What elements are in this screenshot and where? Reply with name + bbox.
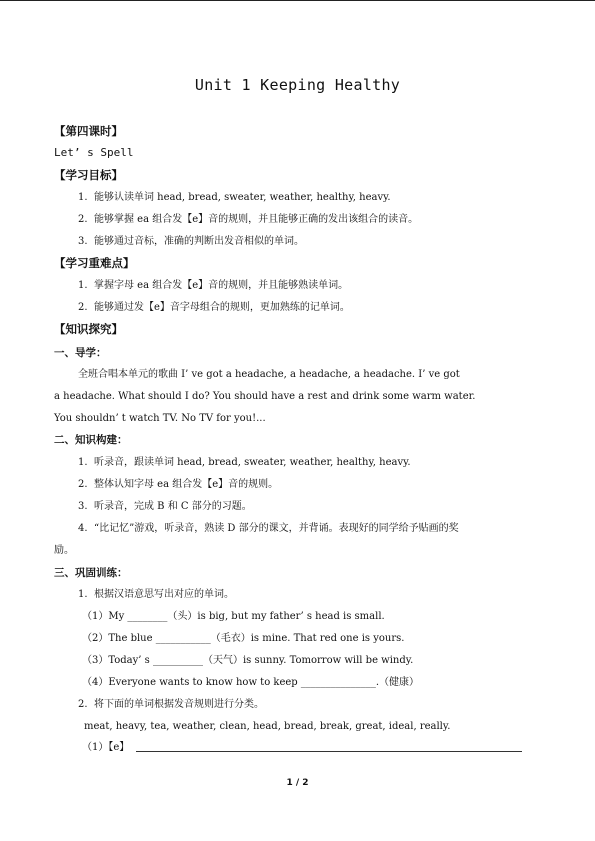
part1-line-2: a headache. What should I do? You should have a rest and drink some warm water.	[54, 391, 476, 402]
page-number: 1 / 2	[286, 778, 309, 788]
task1-question-1: （1）My ________（头）is big, but my father’ s head is small.	[82, 611, 385, 622]
part2-item-2: 2. 整体认知字母 ea 组合发【e】音的规则。	[78, 479, 279, 490]
part2-item-4-continuation: 励。	[54, 545, 74, 556]
part2-item-1: 1. 听录音，跟读单词 head, bread, sweater, weather, healthy, heavy.	[78, 457, 411, 468]
task1-question-2: （2）The blue ___________（毛衣）is mine. That red one is yours.	[82, 633, 405, 644]
top-border	[0, 0, 595, 1]
part1-line-1: 全班合唱本单元的歌曲 I’ ve got a headache, a headache, a headache. I’ ve got	[78, 369, 460, 380]
lesson-heading: 【第四课时】	[54, 124, 123, 138]
lesson-name: Let’ s Spell	[54, 146, 134, 159]
task2-item-1-label: （1）【e】	[82, 742, 130, 753]
task1-question-3: （3）Today’ s __________（天气）is sunny. Tomorrow will be windy.	[82, 655, 414, 666]
part1-heading: 一、导学：	[54, 347, 107, 359]
goals-heading: 【学习目标】	[54, 168, 123, 182]
keypoints-heading: 【学习重难点】	[54, 256, 135, 270]
task2-word-list: meat, heavy, tea, weather, clean, head, bread, break, great, ideal, really.	[84, 721, 451, 732]
goal-item-3: 3. 能够通过音标，准确的判断出发音相似的单词。	[78, 236, 304, 247]
goal-item-1: 1. 能够认读单词 head, bread, sweater, weather, healthy, heavy.	[78, 192, 391, 203]
part1-line-3: You shouldn’ t watch TV. No TV for you!...	[54, 413, 266, 424]
keypoint-item-2: 2. 能够通过发【e】音字母组合的规则，更加熟练的记单词。	[78, 302, 350, 313]
part2-item-4: 4. “比记忆”游戏，听录音，熟读 D 部分的课文，并背诵。表现好的同学给予贴画的奖	[78, 523, 459, 534]
task2-instruction: 2. 将下面的单词根据发音规则进行分类。	[78, 699, 264, 710]
document-title: Unit 1 Keeping Healthy	[194, 76, 401, 94]
part2-item-3: 3. 听录音，完成 B 和 C 部分的习题。	[78, 501, 252, 512]
task1-instruction: 1. 根据汉语意思写出对应的单词。	[78, 589, 234, 600]
task1-question-4: （4）Everyone wants to know how to keep _______________.（健康）	[82, 677, 420, 688]
part2-heading: 二、知识构建：	[54, 434, 128, 446]
task2-answer-line	[136, 751, 522, 752]
keypoint-item-1: 1. 掌握字母 ea 组合发【e】音的规则，并且能够熟读单词。	[78, 280, 349, 291]
explore-heading: 【知识探究】	[54, 322, 123, 336]
part3-heading: 三、巩固训练：	[54, 567, 128, 579]
goal-item-2: 2. 能够掌握 ea 组合发【e】音的规则，并且能够正确的发出该组合的读音。	[78, 214, 419, 225]
